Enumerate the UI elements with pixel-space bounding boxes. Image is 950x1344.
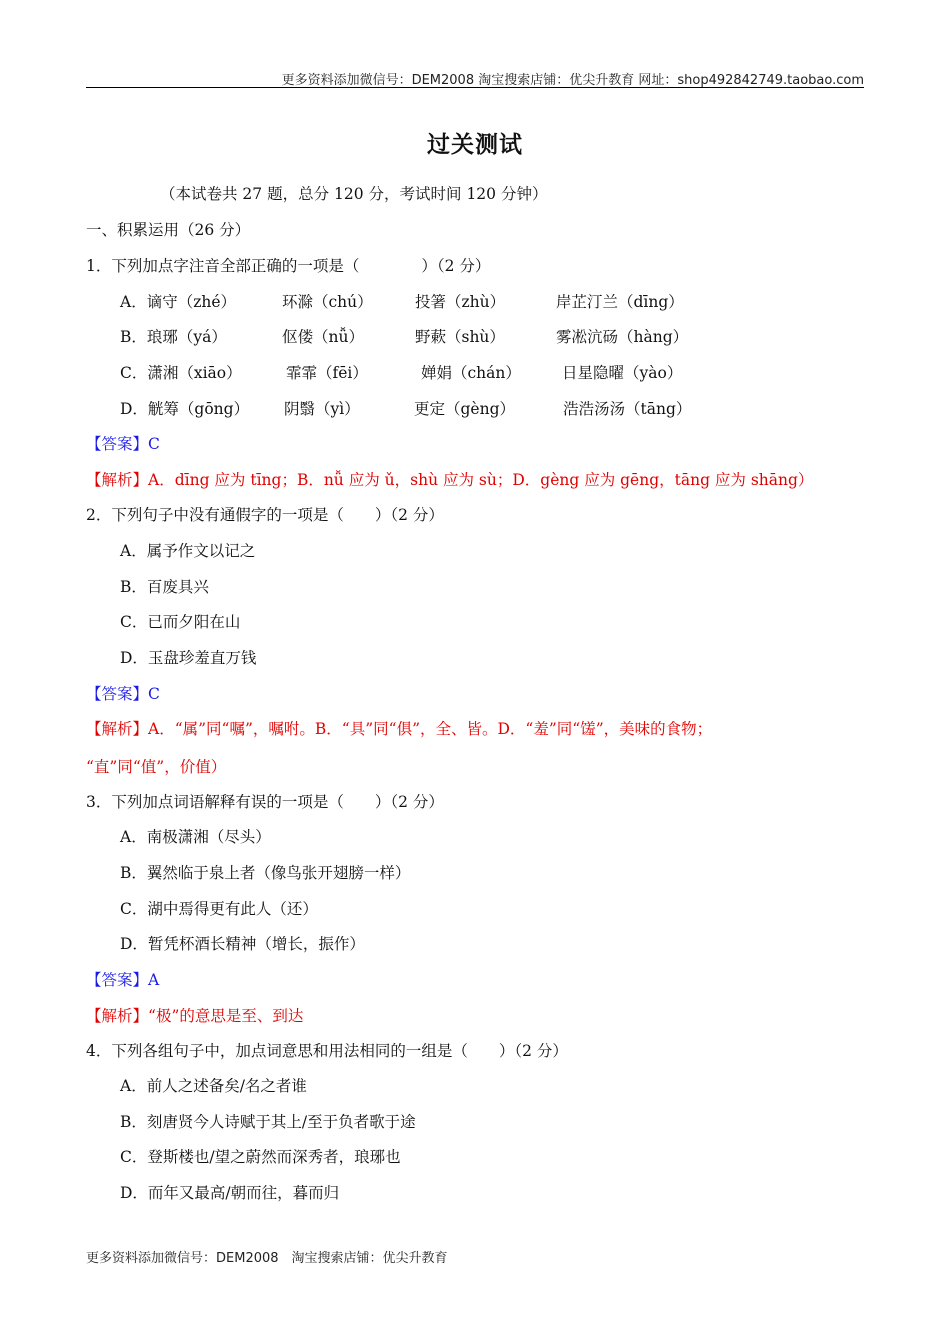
section-heading: 一、积累运用（26 分）	[86, 221, 251, 239]
question-3-stem: 3．下列加点词语解释有误的一项是（ ）（2 分）	[86, 793, 444, 811]
q3-option-d: D．暂凭杯酒长精神（增长，振作）	[120, 935, 365, 953]
answer-tag: 【答案】	[86, 971, 149, 989]
analysis-text: “极”的意思是至、到达	[148, 1007, 304, 1025]
q2-option-c: C．已而夕阳在山	[120, 613, 241, 631]
page-header: 更多资料添加微信号：DEM2008 淘宝搜索店铺：优尖升教育 网址：shop492842749.taobao.com	[281, 73, 864, 88]
q4-option-c: C．登斯楼也/望之蔚然而深秀者，琅琊也	[120, 1148, 401, 1166]
q3-option-a: A．南极潇湘（尽头）	[120, 828, 271, 846]
q2-option-d: D．玉盘珍羞直万钱	[120, 649, 257, 667]
q1-option-b-item4: 雾凇沆砀（hàng）	[556, 328, 689, 346]
q4-option-b: B．刻唐贤今人诗赋于其上/至于负者歌于途	[120, 1113, 416, 1131]
q1-answer	[86, 432, 160, 454]
q1-analysis	[86, 468, 813, 490]
analysis-tag: 【解析】	[86, 471, 149, 489]
q1-option-b-item3: 野蔌（shù）	[415, 328, 505, 346]
q2-analysis-continued: “直”同“值”，价值）	[86, 758, 227, 776]
q2-option-a: A．属予作文以记之	[120, 542, 256, 560]
q1-option-d-item4: 浩浩汤汤（tāng）	[563, 400, 692, 418]
q4-option-d: D．而年又最高/朝而往，暮而归	[120, 1184, 340, 1202]
q3-answer	[86, 968, 159, 990]
q1-option-a-item4: 岸芷汀兰（dīng）	[556, 293, 684, 311]
q1-option-c-item4: 日星隐曜（yào）	[562, 364, 683, 382]
q1-option-a-item3: 投箸（zhù）	[415, 293, 506, 311]
q2-option-b: B．百废具兴	[120, 578, 209, 596]
q1-option-a-item2: 环滁（chú）	[282, 293, 373, 311]
q1-option-b-item1: B．琅琊（yá）	[120, 328, 227, 346]
analysis-tag: 【解析】	[86, 1007, 149, 1025]
question-4-stem: 4．下列各组句子中，加点词意思和用法相同的一组是（ ）（2 分）	[86, 1042, 568, 1060]
question-2-stem: 2．下列句子中没有通假字的一项是（ ）（2 分）	[86, 506, 444, 524]
q1-option-d-item1: D．觥筹（gōng）	[120, 400, 250, 418]
q1-option-b-item2: 伛偻（nǚ）	[282, 328, 364, 346]
q1-option-c-item3: 婵娟（chán）	[421, 364, 521, 382]
q1-option-c-item1: C．潇湘（xiāo）	[120, 364, 242, 382]
exam-info: （本试卷共 27 题，总分 120 分，考试时间 120 分钟）	[160, 185, 548, 203]
q2-answer	[86, 682, 160, 704]
q1-option-d-item3: 更定（gèng）	[414, 400, 516, 418]
analysis-text: A．dīng 应为 tīng；B．nǚ 应为 ǔ，shù 应为 sù；D．gèng 应为 gēng，tāng 应为 shāng）	[148, 471, 814, 489]
answer-value: C	[148, 435, 160, 453]
header-divider	[86, 87, 864, 88]
answer-value: A	[148, 971, 160, 989]
q3-analysis	[86, 1004, 303, 1026]
q4-option-a: A．前人之述备矣/名之者谁	[120, 1077, 307, 1095]
q1-option-d-item2: 阴翳（yì）	[284, 400, 360, 418]
q2-analysis	[86, 717, 712, 739]
q1-option-c-item2: 霏霏（fēi）	[286, 364, 368, 382]
question-1-stem: 1．下列加点字注音全部正确的一项是（ ）（2 分）	[86, 257, 491, 275]
analysis-tag: 【解析】	[86, 720, 149, 738]
answer-value: C	[148, 685, 160, 703]
answer-tag: 【答案】	[86, 435, 149, 453]
answer-tag: 【答案】	[86, 685, 149, 703]
q3-option-c: C．湖中焉得更有此人（还）	[120, 900, 318, 918]
q1-option-a-item1: A．谪守（zhé）	[120, 293, 237, 311]
analysis-text: A．“属”同“嘱”，嘱咐。B．“具”同“俱”，全、皆。D．“羞”同“馐”，美味的食物；	[148, 720, 713, 738]
page-footer: 更多资料添加微信号：DEM2008 淘宝搜索店铺：优尖升教育	[86, 1251, 448, 1266]
page-title: 过关测试	[427, 132, 523, 158]
q3-option-b: B．翼然临于泉上者（像鸟张开翅膀一样）	[120, 864, 411, 882]
